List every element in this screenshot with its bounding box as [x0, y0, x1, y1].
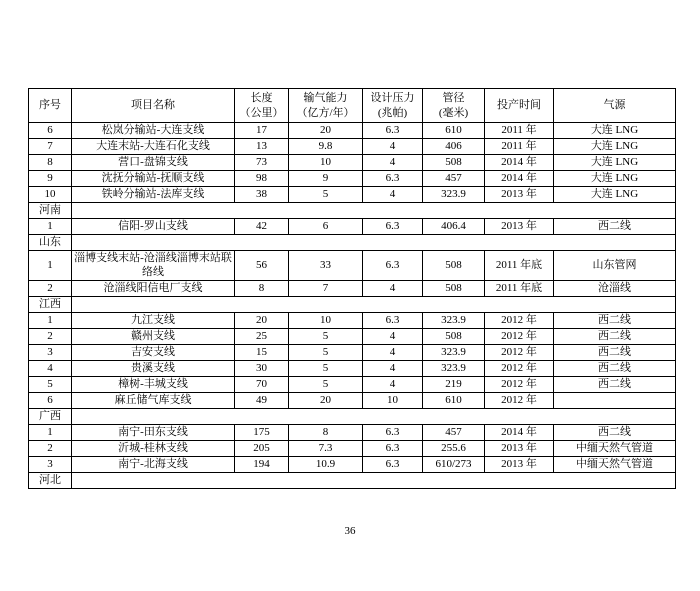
table-row	[29, 139, 676, 155]
cell-diameter: 508	[423, 280, 485, 296]
cell-date: 2011 年	[485, 139, 554, 155]
col-header-pressure: 设计压力 (兆帕)	[363, 89, 423, 123]
cell-diameter: 610/273	[423, 456, 485, 472]
cell-name: 赣州支线	[72, 328, 235, 344]
cell-name: 营口-盘锦支线	[72, 155, 235, 171]
table-row	[29, 280, 676, 296]
table-row	[29, 328, 676, 344]
section-label: 江西	[29, 296, 72, 312]
cell-no: 6	[29, 392, 72, 408]
cell-length: 49	[235, 392, 289, 408]
cell-source: 西二线	[554, 376, 676, 392]
table-row	[29, 392, 676, 408]
section-empty-span	[72, 203, 676, 219]
cell-source: 西二线	[554, 312, 676, 328]
table-body	[29, 123, 676, 489]
section-label: 河北	[29, 472, 72, 488]
cell-length: 70	[235, 376, 289, 392]
pipeline-branch-table	[28, 88, 676, 489]
cell-name: 沧淄线阳信电厂支线	[72, 280, 235, 296]
cell-length: 25	[235, 328, 289, 344]
cell-source	[554, 392, 676, 408]
cell-date: 2012 年	[485, 392, 554, 408]
col-header-source: 气源	[554, 89, 676, 123]
cell-source: 山东管网	[554, 251, 676, 281]
cell-length: 8	[235, 280, 289, 296]
cell-length: 42	[235, 219, 289, 235]
cell-pressure: 6.3	[363, 123, 423, 139]
cell-capacity: 8	[289, 424, 363, 440]
cell-no: 1	[29, 251, 72, 281]
table-header	[29, 89, 676, 123]
page-number: 36	[344, 525, 356, 537]
cell-pressure: 4	[363, 139, 423, 155]
cell-source: 沧淄线	[554, 280, 676, 296]
cell-name: 贵溪支线	[72, 360, 235, 376]
cell-pressure: 6.3	[363, 171, 423, 187]
cell-pressure: 4	[363, 187, 423, 203]
cell-pressure: 10	[363, 392, 423, 408]
cell-capacity: 9	[289, 171, 363, 187]
cell-pressure: 4	[363, 376, 423, 392]
cell-capacity: 5	[289, 376, 363, 392]
cell-diameter: 219	[423, 376, 485, 392]
cell-name: 大连末站-大连石化支线	[72, 139, 235, 155]
cell-pressure: 4	[363, 155, 423, 171]
cell-diameter: 508	[423, 251, 485, 281]
cell-name: 九江支线	[72, 312, 235, 328]
cell-date: 2014 年	[485, 424, 554, 440]
cell-diameter: 323.9	[423, 187, 485, 203]
cell-capacity: 9.8	[289, 139, 363, 155]
cell-date: 2013 年	[485, 187, 554, 203]
section-label: 山东	[29, 235, 72, 251]
cell-source: 大连 LNG	[554, 187, 676, 203]
section-empty-span	[72, 472, 676, 488]
table-row	[29, 251, 676, 281]
cell-capacity: 7	[289, 280, 363, 296]
cell-name: 铁岭分输站-法库支线	[72, 187, 235, 203]
cell-capacity: 10	[289, 312, 363, 328]
cell-no: 2	[29, 280, 72, 296]
cell-date: 2013 年	[485, 219, 554, 235]
cell-length: 30	[235, 360, 289, 376]
cell-no: 2	[29, 328, 72, 344]
cell-no: 3	[29, 344, 72, 360]
cell-capacity: 10.9	[289, 456, 363, 472]
cell-pressure: 6.3	[363, 251, 423, 281]
cell-diameter: 610	[423, 123, 485, 139]
cell-no: 1	[29, 219, 72, 235]
section-empty-span	[72, 408, 676, 424]
cell-no: 10	[29, 187, 72, 203]
cell-name: 樟树-丰城支线	[72, 376, 235, 392]
cell-date: 2011 年底	[485, 251, 554, 281]
cell-length: 205	[235, 440, 289, 456]
cell-length: 15	[235, 344, 289, 360]
cell-date: 2014 年	[485, 171, 554, 187]
cell-length: 38	[235, 187, 289, 203]
cell-no: 5	[29, 376, 72, 392]
header-row	[29, 89, 676, 123]
section-label: 河南	[29, 203, 72, 219]
cell-no: 2	[29, 440, 72, 456]
cell-source: 西二线	[554, 344, 676, 360]
cell-pressure: 4	[363, 344, 423, 360]
cell-diameter: 508	[423, 328, 485, 344]
cell-no: 7	[29, 139, 72, 155]
cell-pressure: 4	[363, 360, 423, 376]
cell-name: 松岚分输站-大连支线	[72, 123, 235, 139]
cell-date: 2012 年	[485, 360, 554, 376]
cell-date: 2011 年底	[485, 280, 554, 296]
cell-date: 2012 年	[485, 376, 554, 392]
cell-source: 大连 LNG	[554, 139, 676, 155]
cell-no: 3	[29, 456, 72, 472]
col-header-no: 序号	[29, 89, 72, 123]
cell-diameter: 406.4	[423, 219, 485, 235]
section-row	[29, 235, 676, 251]
section-empty-span	[72, 235, 676, 251]
table-row	[29, 360, 676, 376]
col-header-diameter: 管径 (毫米)	[423, 89, 485, 123]
section-row	[29, 203, 676, 219]
cell-source: 大连 LNG	[554, 155, 676, 171]
cell-diameter: 610	[423, 392, 485, 408]
cell-capacity: 5	[289, 360, 363, 376]
section-label: 广西	[29, 408, 72, 424]
cell-diameter: 406	[423, 139, 485, 155]
section-empty-span	[72, 296, 676, 312]
table-row	[29, 312, 676, 328]
cell-no: 8	[29, 155, 72, 171]
col-header-length: 长度 （公里）	[235, 89, 289, 123]
cell-date: 2014 年	[485, 155, 554, 171]
cell-diameter: 457	[423, 171, 485, 187]
col-header-date: 投产时间	[485, 89, 554, 123]
section-row	[29, 296, 676, 312]
cell-name: 南宁-田东支线	[72, 424, 235, 440]
cell-source: 中缅天然气管道	[554, 456, 676, 472]
cell-name: 南宁-北海支线	[72, 456, 235, 472]
cell-name: 沂城-桂林支线	[72, 440, 235, 456]
cell-capacity: 10	[289, 155, 363, 171]
cell-pressure: 6.3	[363, 219, 423, 235]
cell-name: 沈抚分输站-抚顺支线	[72, 171, 235, 187]
cell-source: 西二线	[554, 424, 676, 440]
cell-diameter: 323.9	[423, 344, 485, 360]
cell-no: 1	[29, 312, 72, 328]
cell-capacity: 33	[289, 251, 363, 281]
cell-date: 2011 年	[485, 123, 554, 139]
table-row	[29, 456, 676, 472]
cell-length: 13	[235, 139, 289, 155]
table-row	[29, 219, 676, 235]
cell-diameter: 508	[423, 155, 485, 171]
cell-capacity: 7.3	[289, 440, 363, 456]
cell-date: 2012 年	[485, 328, 554, 344]
cell-length: 17	[235, 123, 289, 139]
cell-name: 信阳-罗山支线	[72, 219, 235, 235]
table-row	[29, 344, 676, 360]
cell-diameter: 255.6	[423, 440, 485, 456]
cell-date: 2012 年	[485, 312, 554, 328]
cell-name: 淄博支线末站-沧淄线淄博末站联络线	[72, 251, 235, 281]
section-row	[29, 408, 676, 424]
cell-diameter: 457	[423, 424, 485, 440]
col-header-capacity: 输气能力 （亿方/年）	[289, 89, 363, 123]
section-row	[29, 472, 676, 488]
cell-no: 1	[29, 424, 72, 440]
cell-length: 175	[235, 424, 289, 440]
cell-capacity: 5	[289, 187, 363, 203]
cell-source: 中缅天然气管道	[554, 440, 676, 456]
cell-source: 大连 LNG	[554, 171, 676, 187]
cell-date: 2013 年	[485, 456, 554, 472]
cell-length: 20	[235, 312, 289, 328]
table-row	[29, 171, 676, 187]
cell-no: 6	[29, 123, 72, 139]
cell-source: 西二线	[554, 328, 676, 344]
cell-pressure: 4	[363, 280, 423, 296]
cell-diameter: 323.9	[423, 360, 485, 376]
cell-capacity: 6	[289, 219, 363, 235]
cell-length: 73	[235, 155, 289, 171]
cell-no: 4	[29, 360, 72, 376]
cell-capacity: 20	[289, 392, 363, 408]
col-header-name: 项目名称	[72, 89, 235, 123]
cell-pressure: 4	[363, 328, 423, 344]
cell-capacity: 20	[289, 123, 363, 139]
table-row	[29, 376, 676, 392]
cell-source: 大连 LNG	[554, 123, 676, 139]
cell-length: 98	[235, 171, 289, 187]
table-row	[29, 155, 676, 171]
cell-date: 2012 年	[485, 344, 554, 360]
cell-diameter: 323.9	[423, 312, 485, 328]
cell-capacity: 5	[289, 344, 363, 360]
cell-no: 9	[29, 171, 72, 187]
cell-pressure: 6.3	[363, 312, 423, 328]
cell-date: 2013 年	[485, 440, 554, 456]
cell-capacity: 5	[289, 328, 363, 344]
cell-source: 西二线	[554, 219, 676, 235]
cell-pressure: 6.3	[363, 440, 423, 456]
cell-pressure: 6.3	[363, 424, 423, 440]
cell-pressure: 6.3	[363, 456, 423, 472]
cell-length: 56	[235, 251, 289, 281]
table-row	[29, 424, 676, 440]
table-row	[29, 440, 676, 456]
cell-name: 吉安支线	[72, 344, 235, 360]
table-row	[29, 123, 676, 139]
cell-length: 194	[235, 456, 289, 472]
cell-source: 西二线	[554, 360, 676, 376]
table-row	[29, 187, 676, 203]
cell-name: 麻丘储气库支线	[72, 392, 235, 408]
